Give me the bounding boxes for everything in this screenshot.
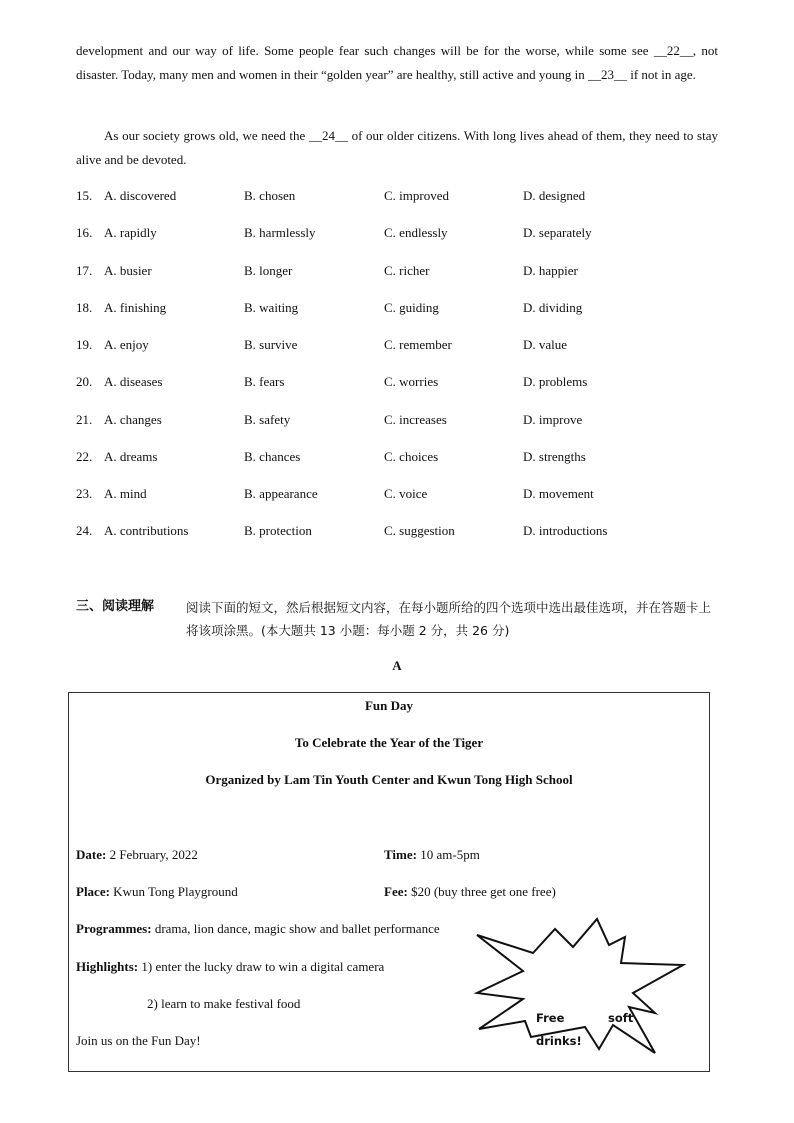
option-d: D. problems [523,374,588,389]
option-a: A. dreams [104,449,158,464]
notice-title: Fun Day [364,698,414,713]
option-c: C. remember [384,337,452,352]
option-d: D. improve [523,412,583,427]
option-a: A. mind [104,486,147,501]
option-d: D. designed [523,188,586,203]
option-d: D. happier [523,263,578,278]
section-heading: 三、阅读理解 [76,599,155,614]
place-label: Place: [76,884,110,899]
highlight-2: 2) learn to make festival food [147,996,301,1011]
date-value: 2 February, 2022 [106,847,198,862]
option-d: D. separately [523,225,592,240]
option-c: C. increases [384,412,447,427]
starburst-icon [473,915,693,1055]
programmes-label: Programmes: [76,921,152,936]
question-number: 19. [76,337,93,352]
closing-line: Join us on the Fun Day! [76,1033,201,1048]
option-c: C. suggestion [384,523,455,538]
question-number: 23. [76,486,93,501]
passage-label: A [392,658,402,673]
passage-paragraph: As our society grows old, we need the __24__ of our older citizens. With long lives ahead of them, they need to stay alive and be devoted. [76,128,718,167]
option-c: C. voice [384,486,428,501]
option-c: C. worries [384,374,439,389]
question-number: 16. [76,225,93,240]
option-c: C. improved [384,188,449,203]
programmes-value: drama, lion dance, magic show and ballet performance [151,921,440,936]
option-a: A. discovered [104,188,177,203]
option-a: A. rapidly [104,225,157,240]
option-c: C. choices [384,449,439,464]
passage-paragraph: development and our way of life. Some people fear such changes will be for the worse, while some see __22__, not disaster. Today, many men and women in their “golden year” are healthy, still active and young in __23__ if not in age. [76,43,718,82]
question-number: 21. [76,412,93,427]
highlight-1: 1) enter the lucky draw to win a digital camera [138,959,385,974]
fee-label: Fee: [384,884,408,899]
time-field [384,845,480,865]
option-c: C. richer [384,263,430,278]
option-b: B. survive [244,337,298,352]
option-a: A. diseases [104,374,163,389]
question-number: 17. [76,263,93,278]
highlights-field [76,957,384,977]
burst-text-free: Free [536,1011,565,1025]
fee-value: $20 (buy three get one free) [407,884,556,899]
option-b: B. chosen [244,188,296,203]
option-c: C. guiding [384,300,439,315]
option-a: A. changes [104,412,162,427]
time-label: Time: [384,847,417,862]
section-instructions: 阅读下面的短文，然后根据短文内容，在每小题所给的四个选项中选出最佳选项，并在答题卡上将该项涂黑。(本大题共 13 小题：每小题 2 分，共 26 分) [186,600,712,638]
option-b: B. longer [244,263,293,278]
programmes-field [76,919,440,939]
option-b: B. appearance [244,486,318,501]
question-number: 24. [76,523,93,538]
notice-subtitle: To Celebrate the Year of the Tiger [294,735,484,750]
option-a: A. busier [104,263,152,278]
option-b: B. fears [244,374,285,389]
option-a: A. contributions [104,523,189,538]
time-value: 10 am-5pm [416,847,480,862]
notice-box [68,692,710,1072]
notice-organizer: Organized by Lam Tin Youth Center and Kwun Tong High School [205,772,573,787]
option-b: B. chances [244,449,301,464]
date-label: Date: [76,847,107,862]
place-value: Kwun Tong Playground [109,884,238,899]
option-a: A. finishing [104,300,167,315]
option-d: D. movement [523,486,594,501]
option-b: B. waiting [244,300,299,315]
option-c: C. endlessly [384,225,448,240]
question-number: 15. [76,188,93,203]
option-d: D. strengths [523,449,586,464]
option-a: A. enjoy [104,337,149,352]
option-b: B. harmlessly [244,225,316,240]
question-number: 20. [76,374,93,389]
option-d: D. introductions [523,523,608,538]
option-b: B. safety [244,412,291,427]
place-field [76,882,238,902]
fee-field [384,882,556,902]
option-d: D. value [523,337,568,352]
option-b: B. protection [244,523,312,538]
option-d: D. dividing [523,300,583,315]
burst-text-soft: soft [608,1011,634,1025]
burst-text-drinks: drinks! [536,1034,582,1048]
date-field [76,845,198,865]
question-number: 22. [76,449,93,464]
highlights-label: Highlights: [76,959,139,974]
question-number: 18. [76,300,93,315]
